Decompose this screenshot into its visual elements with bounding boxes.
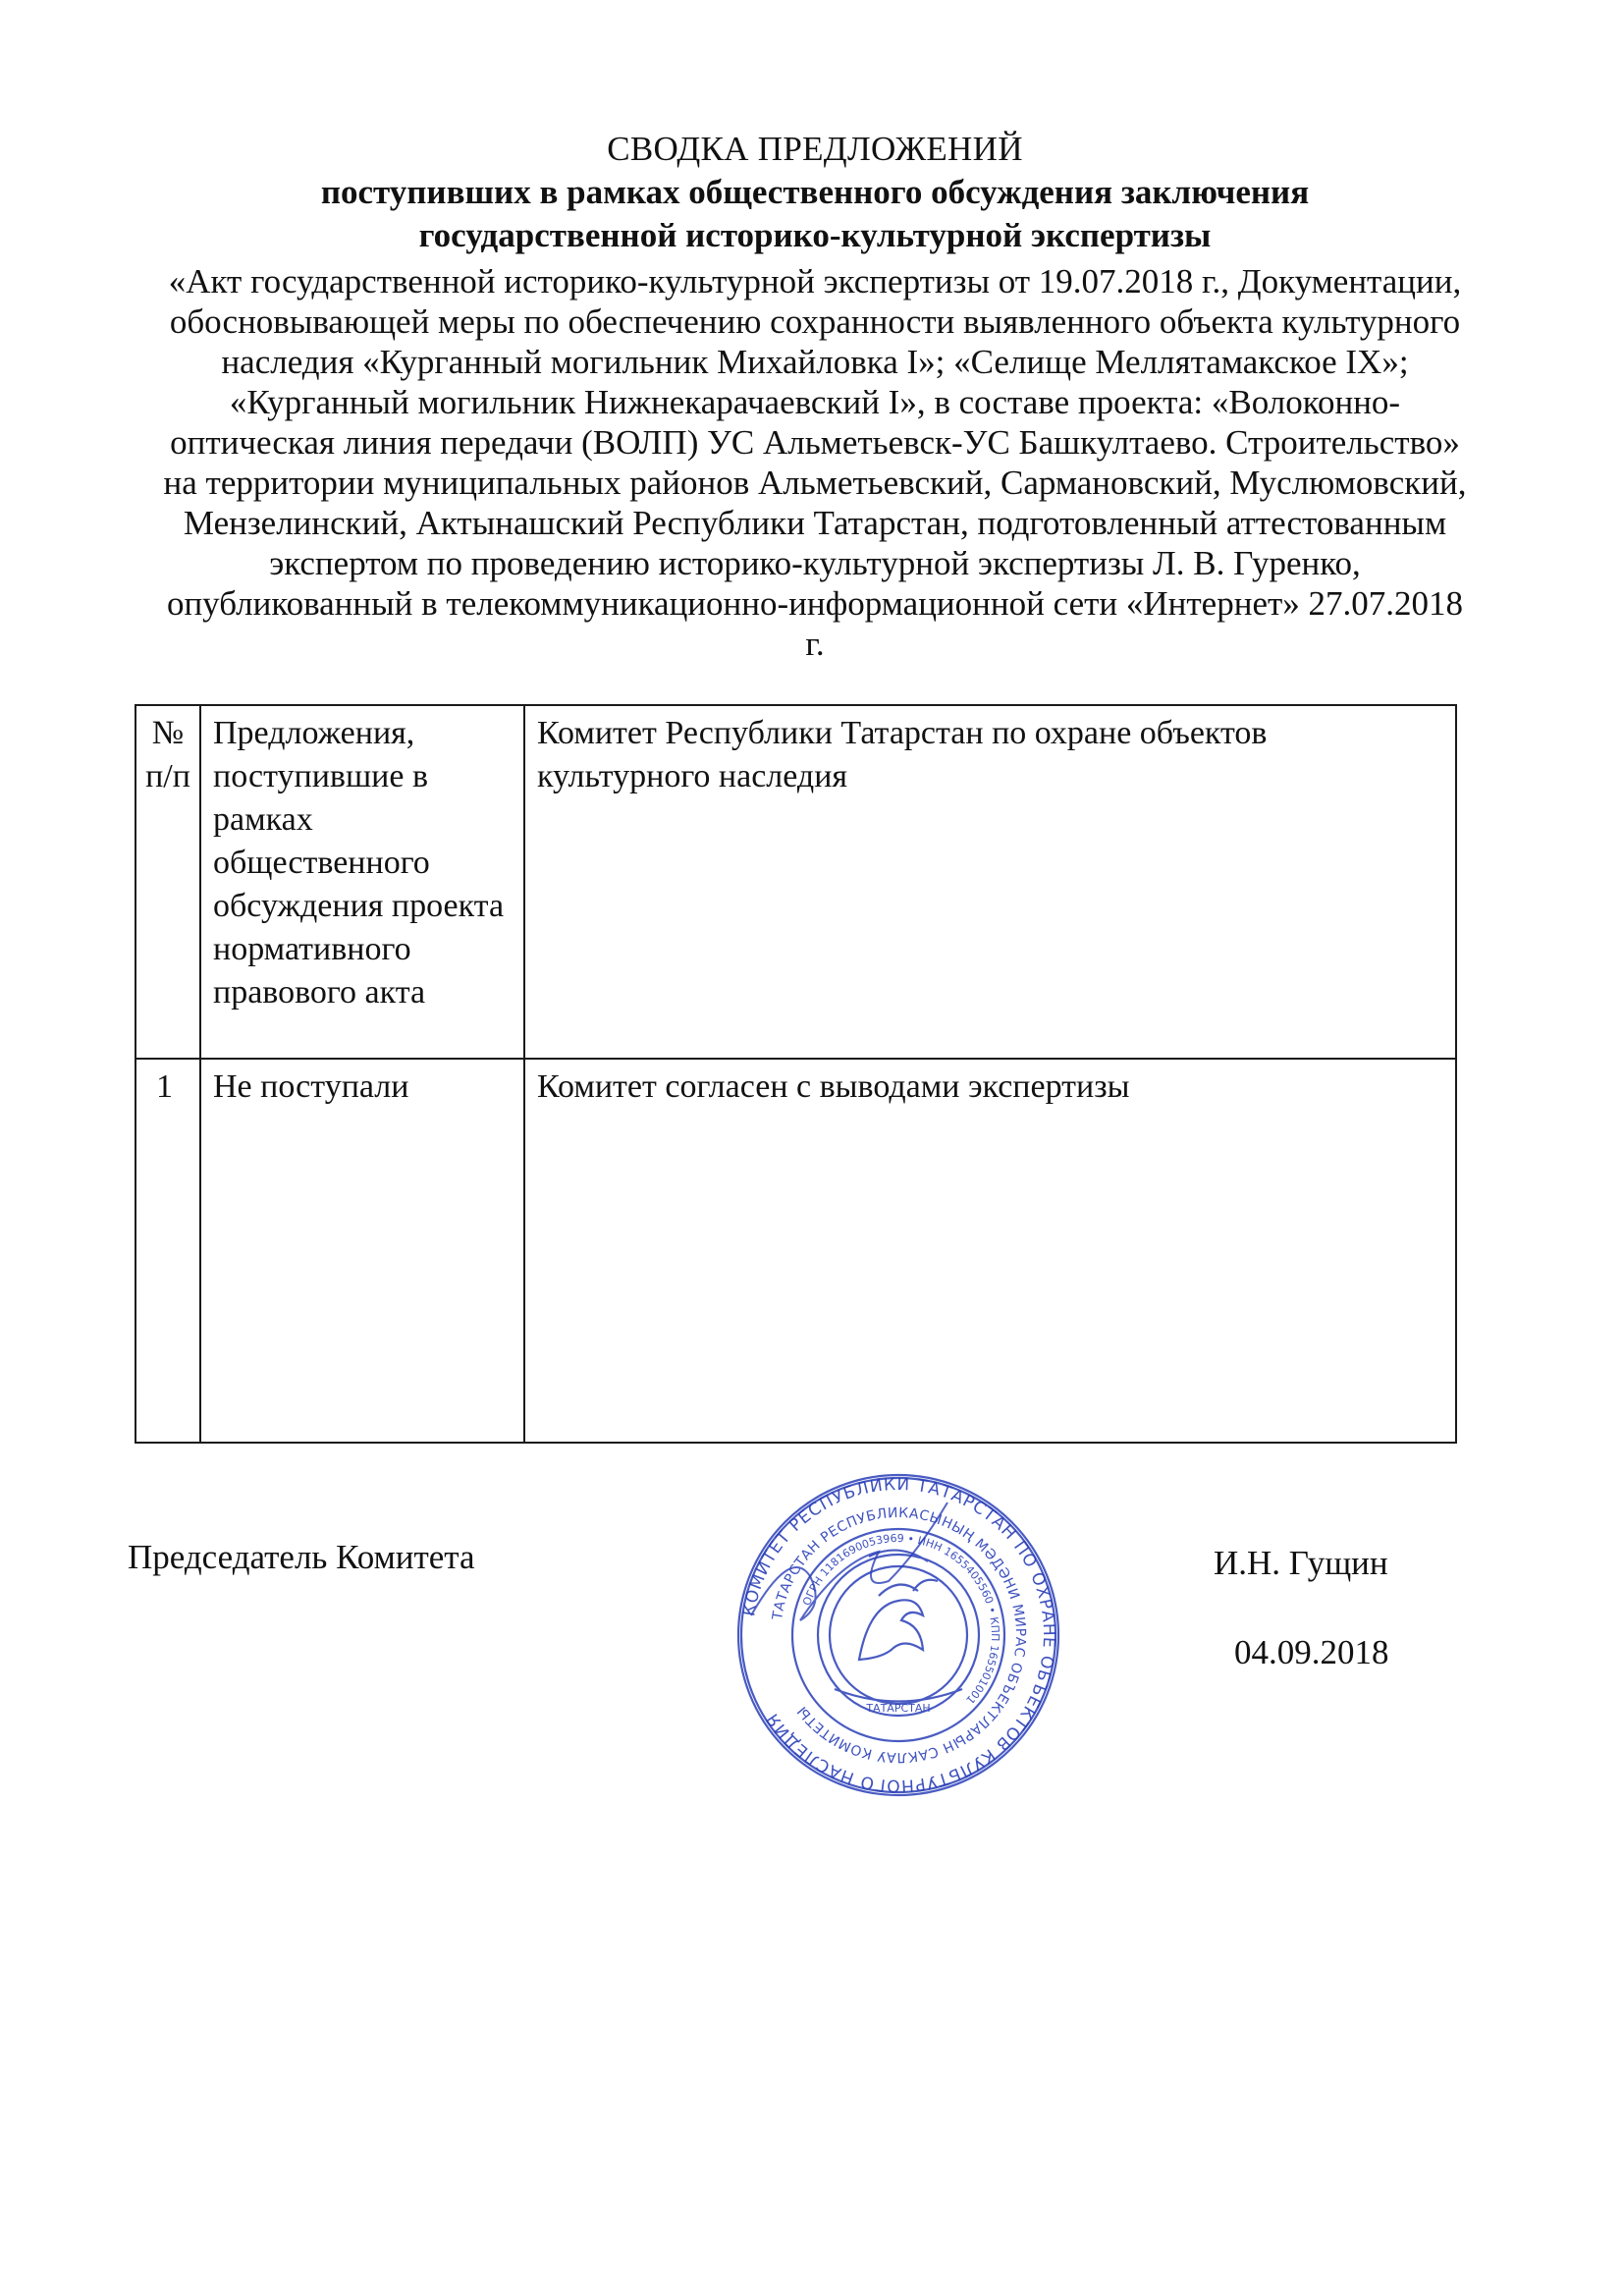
document-subtitle-line-1: поступивших в рамках общественного обсуждения заключения	[320, 173, 1310, 211]
document-header	[157, 128, 1473, 664]
seal-center-text: ТАТАРСТАН	[866, 1702, 931, 1715]
seal-outer-text: КОМИТЕТ РЕСПУБЛИКИ ТАТАРСТАН ПО ОХРАНЕ ОБЪЕКТОВ КУЛЬТУРНОГО НАСЛЕДИЯ	[739, 1474, 1059, 1796]
row-proposals: Не поступали	[200, 1059, 524, 1443]
seal-codes: ОГРН 1181690053969 • ИНН 1655405560 • КПП 165501001	[800, 1531, 1002, 1707]
svg-text:КОМИТЕТ РЕСПУБЛИКИ ТАТАРСТАН П	[739, 1475, 1058, 1795]
seal-inner-text: ТАТАРСТАН РЕСПУБЛИКАСЫНЫҢ МӘДӘНИ МИРАС ОБЪЕКТЛАРЫН САКЛАУ КОМИТЕТЫ	[770, 1504, 1029, 1766]
header-proposals: Предложения, поступившие в рамках общественного обсуждения проекта нормативного правового акта	[200, 705, 524, 1059]
document-subtitle-line-2: государственной историко-культурной экспертизы	[418, 216, 1212, 254]
row-number: 1	[135, 1059, 200, 1443]
row-committee-response: Комитет согласен с выводами экспертизы	[524, 1059, 1456, 1443]
header-committee: Комитет Республики Татарстан по охране объектов культурного наследия	[524, 705, 1456, 1059]
signatory-position: Председатель Комитета	[128, 1538, 475, 1576]
table-row	[135, 1059, 1456, 1443]
proposals-table	[135, 704, 1457, 1444]
signatory-name: И.Н. Гущин	[1214, 1544, 1388, 1582]
table-header-row	[135, 705, 1456, 1059]
header-number: № п/п	[135, 705, 200, 1059]
document-description: «Акт государственной историко-культурной экспертизы от 19.07.2018 г., Документации, обосновывающей меры по обеспечению сохранности выявленного объекта культурного наследия «Курганный могильник Михайловка I»; «Селище Меллятамакское IX»; «Курганный могильник Нижнекарачаевский I», в составе проекта: «Волоконно-оптическая линия передачи (ВОЛП) УС Альметьевск-УС Башкултаево. Строительство» на территории муниципальных районов Альметьевский, Сармановский, Муслюмовский, Мензелинский, Актынашский Республики Татарстан, подготовленный аттестованным экспертом по проведению историко-культурной экспертизы Л. В. Гуренко, опубликованный в телекоммуникационно-информационной сети «Интернет» 27.07.2018 г.	[163, 262, 1467, 663]
document-title: СВОДКА ПРЕДЛОЖЕНИЙ	[607, 130, 1023, 168]
signature-date: 04.09.2018	[1234, 1633, 1389, 1671]
official-seal	[731, 1468, 1065, 1802]
